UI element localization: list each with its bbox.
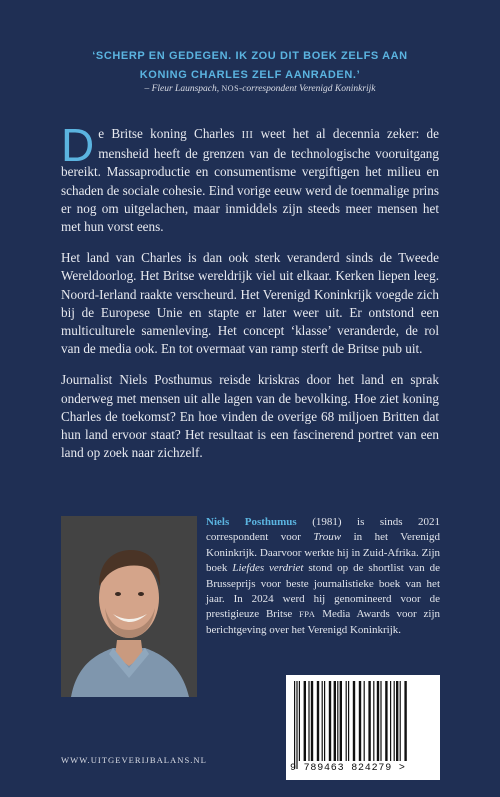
pull-quote (70, 47, 430, 85)
barcode-bar (348, 681, 349, 761)
barcode-bar (396, 681, 398, 761)
bio-fpa: FPA (299, 609, 316, 620)
barcode-bar (324, 681, 325, 761)
barcode-bar (304, 681, 306, 761)
barcode-bar (308, 681, 309, 761)
bio-text-3: stond op de shortlist van de Brusseprijs voor beste journalistieke boek van het jaar. In 2024 werd hij genomineerd voor de prestigieuze Britse (206, 562, 440, 621)
bio-text-2: in het Verenigd Koninkrijk. Daarvoor werkte hij in Zuid-Afrika. Zijn boek (206, 531, 440, 575)
barcode-bar (368, 681, 370, 761)
pull-quote-line-1: ‘SCHERP EN GEDEGEN. IK ZOU DIT BOEK ZELFS AAN (92, 50, 408, 62)
blurb-paragraph-1 (61, 119, 439, 236)
bio-text-1: (1981) is sinds 2021 correspondent voor (206, 516, 440, 544)
blurb-paragraph-2: Het land van Charles is dan ook sterk veranderd sinds de Tweede Wereldoorlog. Het Britse wereldrijk viel uit elkaar. Kerken liepen leeg. Noord-Ierland raakte verscheurd. Het Verenigd Koninkrijk voegde zich bij de Europese Unie en stapte er later weer uit. Er ontstond een multiculturele samenleving. Het concept ‘klasse’ veranderde, de rol van de media ook. En tot overmaat van ramp sterft de Britse pub uit. (61, 250, 439, 357)
barcode-bar (373, 681, 374, 761)
pull-quote-line-2: KONING CHARLES ZELF AANRADEN.’ (139, 69, 361, 81)
barcode-bar (404, 681, 406, 761)
barcode-digits: 9 789463 824279 > (290, 763, 406, 774)
author-portrait-icon (61, 516, 197, 697)
barcode-bar (364, 681, 365, 761)
bio-text-4: Media Awards voor zijn berichtgeving over het Verenigd Koninkrijk. (206, 608, 441, 636)
author-bio (206, 515, 440, 638)
attribution-role: -correspondent Verenigd Koninkrijk (239, 84, 376, 94)
barcode-bar (311, 681, 313, 761)
publisher-website[interactable]: WWW.UITGEVERIJBALANS.NL (61, 755, 207, 765)
barcode-bar (353, 681, 355, 761)
barcode-bar (334, 681, 336, 761)
barcode-bar (359, 681, 361, 761)
barcode-bar (299, 681, 300, 761)
barcode-bar (385, 681, 387, 761)
barcode-bar (390, 681, 391, 761)
blurb-paragraph-3: Journalist Niels Posthumus reisde kriskras door het land en sprak onderweg met mensen uit alle lagen van de bevolking. Hoe ziet koning Charles de toekomst? En hoe vinden de overige 68 miljoen Britten dat hun land ervoor staat? Het resultaat is een fascinerend portret van een land op zoek naar zichzelf. (61, 372, 439, 461)
bio-book-title: Liefdes verdriet (232, 562, 304, 575)
barcode-bar (329, 681, 331, 761)
barcode-bar (394, 681, 395, 761)
barcode-bar (377, 681, 379, 761)
barcode-bar (337, 681, 338, 761)
attribution-nos: NOS (221, 84, 240, 93)
barcode-bar (294, 681, 295, 769)
barcode-bar (322, 681, 323, 761)
barcode-bar (346, 681, 347, 761)
author-photo (61, 516, 197, 697)
blurb (61, 119, 439, 475)
barcode-bar (317, 681, 319, 761)
author-name: Niels Posthumus (206, 516, 297, 528)
roman-numeral: III (241, 130, 254, 141)
barcode-bar (340, 681, 342, 761)
attribution-name: – Fleur Launspach, (144, 84, 220, 94)
blurb-p1-start: e Britse koning Charles (98, 126, 242, 141)
quote-attribution (60, 84, 460, 94)
blurb-p1-end: weet het al decennia zeker: de mensheid heeft de grenzen van de technologische vooruitgang bereikt. Massaproductie en consumentisme vergiftigen het milieu en schaden de sociale cohesie. Eind vorige eeuw werd de toenmalige prins er nog om uitgelachen, maar inmiddels zijn steeds meer mensen het met hun vorst eens. (61, 126, 439, 235)
barcode-bar (380, 681, 381, 761)
bio-newspaper: Trouw (313, 531, 342, 544)
barcode-bar (296, 681, 297, 769)
barcode-bar (400, 681, 401, 761)
drop-cap: D (61, 119, 95, 171)
